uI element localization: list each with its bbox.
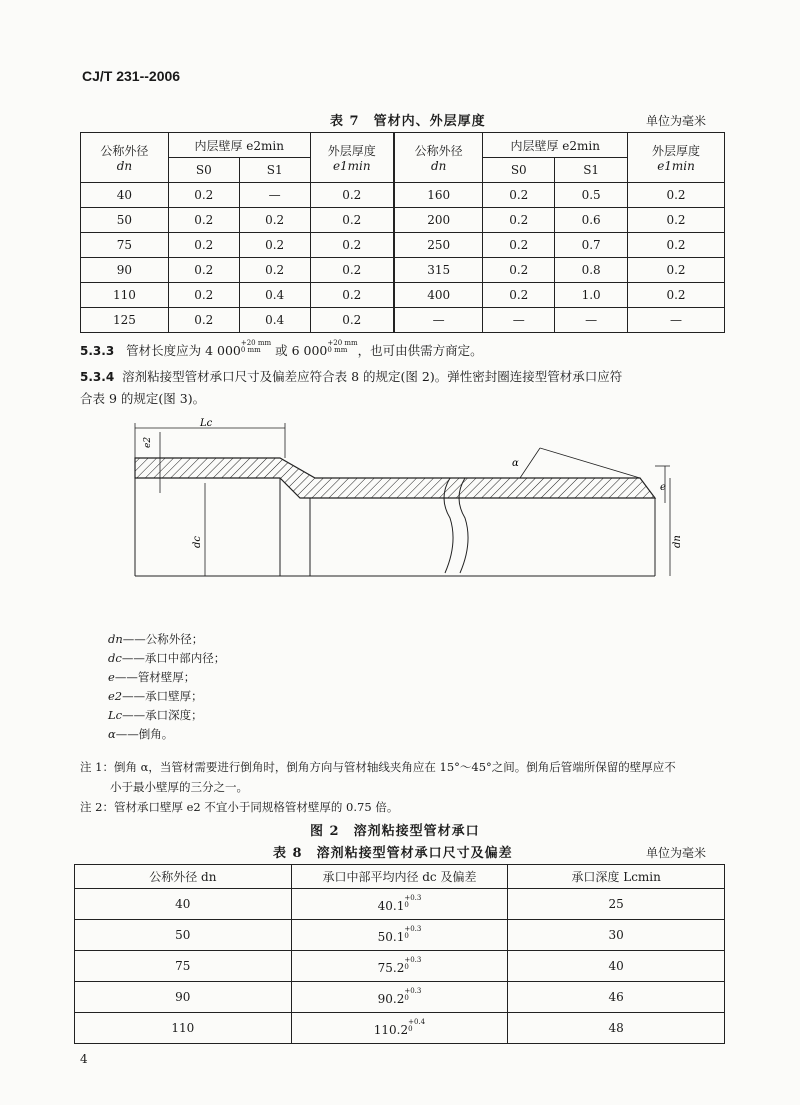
t7-cell: — — [394, 308, 483, 333]
t7-cell: 0.2 — [168, 283, 239, 308]
t7-cell: 0.2 — [628, 283, 725, 308]
t7-row — [81, 258, 725, 283]
t7-cell: 110 — [81, 283, 169, 308]
legend-item: e——管材壁厚； — [108, 670, 196, 684]
t7-cell: — — [239, 183, 310, 208]
table7 — [80, 132, 725, 333]
t7-cell: 40 — [81, 183, 169, 208]
t7-cell: 0.2 — [239, 233, 310, 258]
table8-unit: 单位为毫米 — [646, 846, 707, 860]
t7-cell: 0.2 — [239, 258, 310, 283]
t7-cell: 0.2 — [483, 208, 555, 233]
t7-cell: 250 — [394, 233, 483, 258]
t7-cell: 0.2 — [168, 183, 239, 208]
t8-cell-dn: 90 — [75, 982, 292, 1013]
t8-cell-lc: 46 — [508, 982, 725, 1013]
t7-cell: 90 — [81, 258, 169, 283]
t8-row — [75, 982, 725, 1013]
section-5-3-4-line2: 合表 9 的规定(图 3)。 — [80, 391, 206, 406]
t7-cell: 0.2 — [310, 283, 394, 308]
t8-cell-lc: 40 — [508, 951, 725, 982]
t7-body — [81, 183, 725, 333]
t7-cell: 0.2 — [483, 258, 555, 283]
t7-h-nominal: 公称外径 dn — [81, 133, 169, 183]
t8-cell-dc: 110.2+0.4 0 — [291, 1013, 508, 1044]
t7-h-inner-2: 内层壁厚 e2min — [483, 133, 628, 158]
t7-cell: 75 — [81, 233, 169, 258]
t8-body — [75, 889, 725, 1044]
t7-row — [81, 308, 725, 333]
socket-wall — [135, 458, 655, 498]
t8-cell-dn: 75 — [75, 951, 292, 982]
t7-cell: 0.7 — [555, 233, 628, 258]
t8-cell-dn: 110 — [75, 1013, 292, 1044]
t7-cell: 0.2 — [628, 183, 725, 208]
figure-note-1: 注 1：倒角 α，当管材需要进行倒角时，倒角方向与管材轴线夹角应在 15°～45°之间。倒角后管端所保留的壁厚应不 小于最小壁厚的三分之一。 — [80, 760, 676, 794]
fig-label-lc: Lc — [200, 418, 213, 429]
legend-item: dc——承口中部内径； — [108, 651, 226, 665]
t7-cell: 0.8 — [555, 258, 628, 283]
t7-cell: 0.6 — [555, 208, 628, 233]
t7-cell: 0.2 — [168, 258, 239, 283]
t8-row — [75, 951, 725, 982]
t8-h-dc: 承口中部平均内径 dc 及偏差 — [291, 865, 508, 889]
t7-cell: 125 — [81, 308, 169, 333]
t7-row — [81, 208, 725, 233]
t8-row — [75, 920, 725, 951]
table8 — [74, 864, 725, 1044]
t7-h-s1-2: S1 — [555, 158, 628, 183]
legend-item: Lc——承口深度； — [108, 708, 203, 722]
t8-cell-dn: 40 — [75, 889, 292, 920]
t8-cell-lc: 48 — [508, 1013, 725, 1044]
t7-cell: 0.2 — [483, 183, 555, 208]
t8-cell-dc: 40.1+0.3 0 — [291, 889, 508, 920]
t7-cell: 0.5 — [555, 183, 628, 208]
fig-label-alpha: α — [512, 458, 519, 469]
t7-cell: 0.2 — [310, 183, 394, 208]
fig-label-e: e — [660, 482, 666, 493]
fig-label-dn: dn — [672, 535, 683, 548]
t7-cell: — — [483, 308, 555, 333]
section-5-3-4: 5.3.4 溶剂粘接型管材承口尺寸及偏差应符合表 8 的规定(图 2)。弹性密封圈连接型管材承口应符 — [80, 369, 623, 384]
t7-row — [81, 233, 725, 258]
t8-cell-lc: 25 — [508, 889, 725, 920]
t7-cell: 0.2 — [628, 233, 725, 258]
t7-cell: 400 — [394, 283, 483, 308]
t7-h-s0: S0 — [168, 158, 239, 183]
t7-cell: 0.2 — [310, 208, 394, 233]
t7-cell: 0.2 — [310, 233, 394, 258]
t8-cell-lc: 30 — [508, 920, 725, 951]
t7-cell: 1.0 — [555, 283, 628, 308]
figure-note-2: 注 2：管材承口壁厚 e2 不宜小于同规格管材壁厚的 0.75 倍。 — [80, 800, 399, 814]
legend-item: e2——承口壁厚； — [108, 689, 203, 703]
table7-unit: 单位为毫米 — [646, 114, 707, 128]
t7-cell: — — [555, 308, 628, 333]
t7-h-nominal-2: 公称外径 dn — [394, 133, 483, 183]
fig-label-e2: e2 — [143, 436, 153, 448]
t7-cell: 0.2 — [483, 283, 555, 308]
t7-cell: 0.2 — [310, 308, 394, 333]
t7-cell: 0.2 — [168, 308, 239, 333]
figure-legend — [108, 630, 225, 744]
t7-cell: 0.4 — [239, 308, 310, 333]
t7-cell: 0.2 — [168, 233, 239, 258]
t7-cell: 0.2 — [483, 233, 555, 258]
t7-cell: 160 — [394, 183, 483, 208]
t8-row — [75, 889, 725, 920]
t7-cell: 0.2 — [628, 208, 725, 233]
document-header: CJ/T 231--2006 — [82, 68, 181, 84]
t7-h-s1: S1 — [239, 158, 310, 183]
section-5-3-3: 5.3.3 管材长度应为 4 000+20 mm 0 mm 或 6 000+20 mm 0 mm ，也可由供需方商定。 — [80, 339, 483, 358]
legend-item: dn——公称外径； — [108, 632, 204, 646]
t8-h-nominal: 公称外径 dn — [75, 865, 292, 889]
t8-cell-dc: 75.2+0.3 0 — [291, 951, 508, 982]
page-number: 4 — [80, 1052, 88, 1066]
t7-cell: 0.2 — [168, 208, 239, 233]
t7-row — [81, 283, 725, 308]
t8-cell-dc: 90.2+0.3 0 — [291, 982, 508, 1013]
t8-cell-dn: 50 — [75, 920, 292, 951]
t8-row — [75, 1013, 725, 1044]
t7-cell: 0.2 — [628, 258, 725, 283]
t7-cell: 50 — [81, 208, 169, 233]
figure2-caption: 图 2 溶剂粘接型管材承口 — [310, 824, 480, 839]
table7-caption: 表 7 管材内、外层厚度 — [330, 114, 486, 129]
t7-row — [81, 183, 725, 208]
t7-h-outer-2: 外层厚度 e1min — [628, 133, 725, 183]
t7-cell: 0.2 — [239, 208, 310, 233]
t8-cell-dc: 50.1+0.3 0 — [291, 920, 508, 951]
fig-label-dc: dc — [192, 535, 203, 548]
t7-h-outer: 外层厚度 e1min — [310, 133, 394, 183]
t7-cell: 0.4 — [239, 283, 310, 308]
legend-item: α——倒角。 — [108, 727, 174, 741]
t8-h-lc: 承口深度 Lcmin — [508, 865, 725, 889]
t7-h-inner: 内层壁厚 e2min — [168, 133, 310, 158]
table8-caption: 表 8 溶剂粘接型管材承口尺寸及偏差 — [273, 846, 513, 861]
t7-cell: 0.2 — [310, 258, 394, 283]
t7-cell: 200 — [394, 208, 483, 233]
t7-cell: 315 — [394, 258, 483, 283]
figure2-drawing — [120, 418, 690, 588]
t7-cell: — — [628, 308, 725, 333]
t7-h-s0-2: S0 — [483, 158, 555, 183]
